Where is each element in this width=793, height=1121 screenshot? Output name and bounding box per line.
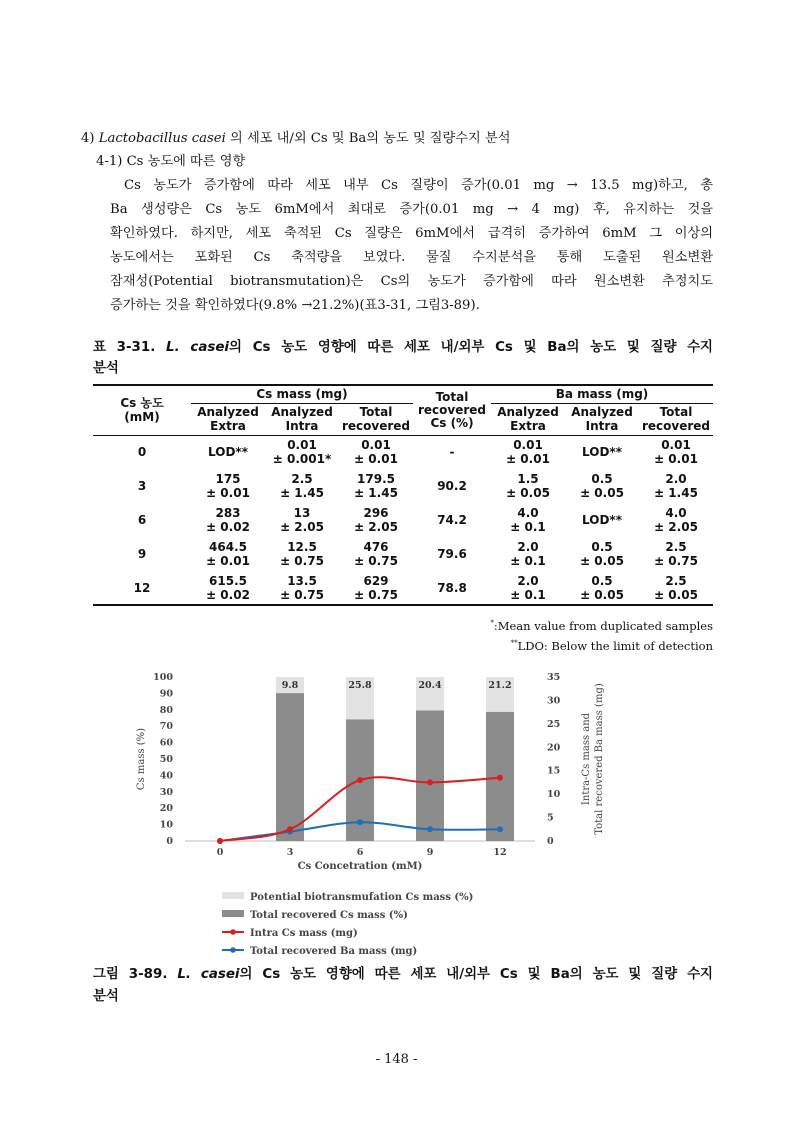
cell-cs-intra: 0.01 ± 0.001* bbox=[272, 438, 332, 467]
cell-conc: 6 bbox=[137, 513, 147, 527]
y-tick-label: 10 bbox=[159, 819, 173, 831]
table-row bbox=[93, 537, 713, 571]
cell-ba-intra: LOD** bbox=[582, 445, 622, 460]
cell-ba-extra: 2.0 ± 0.1 bbox=[510, 540, 546, 568]
header-total-recovered-cs: Total recovered Cs (%) bbox=[413, 385, 491, 435]
cell-ba-total: 2.5 ± 0.75 bbox=[654, 540, 698, 568]
cell-cs-total: 629 ± 0.75 bbox=[339, 571, 413, 605]
y-axis-title: Cs mass (%) bbox=[136, 727, 147, 791]
cell-pct: - bbox=[449, 445, 455, 460]
y-tick-label: 0 bbox=[166, 836, 173, 847]
cell-pct: 78.8 bbox=[413, 571, 491, 605]
legend-label: Total recovered Ba mass (mg) bbox=[250, 946, 418, 957]
section-heading-number: 4) bbox=[81, 131, 95, 146]
x-tick-label: 6 bbox=[356, 847, 364, 858]
bar-data-label: 25.8 bbox=[348, 680, 372, 691]
y2-tick-label: 10 bbox=[547, 789, 561, 801]
point-intra-cs bbox=[497, 775, 503, 781]
cell-pct: 90.2 bbox=[437, 479, 467, 493]
cell-cs-intra: 13.5 ± 0.75 bbox=[265, 571, 339, 605]
table-note-2-mark: ** bbox=[510, 639, 518, 647]
table-caption-line-2: 분석 bbox=[93, 361, 119, 376]
cell-ba-total: 4.0 ± 2.05 bbox=[654, 506, 698, 534]
cell-cs-intra: 2.5 ± 1.45 bbox=[280, 472, 324, 500]
cell-conc: 9 bbox=[137, 547, 147, 561]
point-ba bbox=[357, 819, 363, 825]
legend-label: Intra Cs mass (mg) bbox=[250, 928, 358, 939]
header-cs-analyzed-extra: Analyzed Extra bbox=[191, 403, 265, 435]
cell-ba-total: 2.5 ± 0.05 bbox=[639, 571, 713, 605]
table-caption-species: L. casei bbox=[166, 340, 230, 355]
y2-tick-label: 15 bbox=[547, 765, 561, 777]
figure-caption-line-2: 분석 bbox=[93, 989, 119, 1004]
point-intra-cs bbox=[217, 838, 223, 844]
figure-caption-species: L. casei bbox=[177, 967, 240, 982]
table-note-1-mark: * bbox=[490, 619, 494, 627]
point-ba bbox=[427, 826, 433, 832]
table-note-2 bbox=[511, 636, 713, 653]
paragraph-line-3: 확인하였다. 하지만, 세포 축적된 Cs 질량은 6mM에서 급격히 증가하여 6mM 그 이상의 bbox=[110, 226, 713, 241]
page-number: - 148 - bbox=[375, 1052, 418, 1067]
cell-ba-total: 2.0 ± 1.45 bbox=[654, 472, 698, 500]
header-ba-mass: Ba mass (mg) bbox=[491, 385, 713, 403]
cell-conc: 3 bbox=[137, 479, 147, 493]
table-row bbox=[93, 503, 713, 537]
bar-data-label: 9.8 bbox=[281, 680, 299, 691]
table-caption bbox=[93, 340, 713, 356]
y-tick-label: 50 bbox=[159, 754, 173, 765]
header-cs-concentration: Cs 농도 (mM) bbox=[93, 385, 191, 435]
point-ba bbox=[497, 826, 503, 832]
cell-cs-total: 476 ± 0.75 bbox=[354, 540, 398, 568]
cell-cs-intra: 13 ± 2.05 bbox=[280, 506, 324, 534]
cell-pct: 79.6 bbox=[437, 547, 467, 561]
cell-ba-extra: 0.01 ± 0.01 bbox=[506, 438, 550, 467]
x-axis-title: Cs Concetration (mM) bbox=[297, 861, 423, 872]
legend-swatch bbox=[222, 910, 244, 917]
paragraph-line-1: Cs 농도가 증가함에 따라 세포 내부 Cs 질량이 증가(0.01 mg → 13.5 mg)하고, 총 bbox=[124, 178, 713, 193]
table-note-2-text: LDO: Below the limit of detection bbox=[517, 638, 713, 653]
data-table bbox=[93, 384, 713, 606]
cell-cs-total: 179.5 ± 1.45 bbox=[354, 472, 398, 500]
legend-label: Total recovered Cs mass (%) bbox=[250, 910, 408, 921]
table-row bbox=[93, 435, 713, 469]
table-row bbox=[93, 469, 713, 503]
legend-swatch bbox=[222, 892, 244, 899]
y2-tick-label: 5 bbox=[547, 812, 554, 824]
y-tick-label: 90 bbox=[159, 688, 173, 700]
cell-conc: 12 bbox=[93, 571, 191, 605]
x-tick-label: 12 bbox=[493, 847, 507, 858]
y2-tick-label: 20 bbox=[547, 742, 561, 754]
cell-ba-extra: 4.0 ± 0.1 bbox=[510, 506, 546, 534]
point-intra-cs bbox=[287, 826, 293, 832]
y-tick-label: 40 bbox=[159, 770, 173, 782]
cell-pct: 74.2 bbox=[437, 513, 467, 527]
cell-ba-extra: 2.0 ± 0.1 bbox=[491, 571, 565, 605]
y2-tick-label: 35 bbox=[547, 672, 561, 683]
cell-conc: 0 bbox=[137, 445, 147, 460]
legend-marker bbox=[230, 947, 236, 953]
y-tick-label: 70 bbox=[159, 721, 173, 733]
combo-chart bbox=[0, 660, 793, 970]
legend-label: Potential biotransmufation Cs mass (%) bbox=[250, 892, 474, 903]
bar-data-label: 20.4 bbox=[418, 680, 442, 691]
header-cs-analyzed-intra: Analyzed Intra bbox=[265, 403, 339, 435]
section-heading-text: 의 세포 내/외 Cs 및 Ba의 농도 및 질량수지 분석 bbox=[230, 131, 511, 146]
cell-ba-intra: LOD** bbox=[582, 513, 622, 527]
table-row bbox=[93, 571, 713, 605]
section-heading-species: Lactobacillus casei bbox=[98, 131, 226, 146]
header-cs-total-recovered: Total recovered bbox=[339, 403, 413, 435]
y2-axis-title-line-1: Intra-Cs mass and bbox=[581, 712, 592, 806]
cell-ba-extra: 1.5 ± 0.05 bbox=[506, 472, 550, 500]
y-tick-label: 60 bbox=[159, 737, 173, 749]
table-note-1 bbox=[490, 616, 713, 633]
y2-axis-title-line-2: Total recovered Ba mass (mg) bbox=[594, 683, 605, 835]
cell-cs-total: 296 ± 2.05 bbox=[354, 506, 398, 534]
subheading: 4-1) Cs 농도에 따른 영향 bbox=[96, 154, 246, 169]
header-cs-mass: Cs mass (mg) bbox=[191, 385, 413, 403]
y-tick-label: 100 bbox=[153, 672, 173, 683]
x-tick-label: 3 bbox=[286, 847, 294, 858]
header-ba-total-recovered: Total recovered bbox=[639, 403, 713, 435]
paragraph-line-5: 잠재성(Potential biotransmutation)은 Cs의 농도가 증가함에 따라 원소변환 추정치도 bbox=[110, 274, 713, 289]
bar-total-recovered-cs bbox=[276, 693, 304, 841]
cell-ba-intra: 0.5 ± 0.05 bbox=[565, 571, 639, 605]
figure-caption-prefix: 그림 3-89. bbox=[93, 967, 178, 982]
cell-ba-intra: 0.5 ± 0.05 bbox=[580, 540, 624, 568]
bar-data-label: 21.2 bbox=[488, 680, 512, 691]
cell-cs-intra: 12.5 ± 0.75 bbox=[280, 540, 324, 568]
table-caption-text: 의 Cs 농도 영향에 따른 세포 내/외부 Cs 및 Ba의 농도 및 질량 수지 bbox=[229, 340, 713, 355]
legend-marker bbox=[230, 929, 236, 935]
x-tick-label: 9 bbox=[426, 847, 434, 858]
x-tick-label: 0 bbox=[216, 847, 224, 858]
figure-caption bbox=[93, 967, 713, 983]
cell-cs-extra: 615.5 ± 0.02 bbox=[191, 571, 265, 605]
point-intra-cs bbox=[357, 777, 363, 783]
table-caption-prefix: 표 3-31. bbox=[93, 340, 167, 355]
cell-cs-extra: 283 ± 0.02 bbox=[206, 506, 250, 534]
bar-total-recovered-cs bbox=[416, 710, 444, 841]
cell-ba-total: 0.01 ± 0.01 bbox=[654, 438, 698, 467]
cell-cs-extra: 175 ± 0.01 bbox=[206, 472, 250, 500]
y2-tick-label: 0 bbox=[547, 836, 554, 847]
table-note-1-text: :Mean value from duplicated samples bbox=[493, 618, 713, 633]
y2-tick-label: 30 bbox=[547, 695, 561, 707]
header-ba-analyzed-intra: Analyzed Intra bbox=[565, 403, 639, 435]
header-ba-analyzed-extra: Analyzed Extra bbox=[491, 403, 565, 435]
paragraph-line-4: 농도에서는 포화된 Cs 축적량을 보였다. 물질 수지분석을 통해 도출된 원소변환 bbox=[110, 250, 713, 265]
cell-cs-extra: LOD** bbox=[208, 445, 248, 460]
y-tick-label: 30 bbox=[159, 786, 173, 798]
y2-tick-label: 25 bbox=[547, 718, 561, 730]
point-intra-cs bbox=[427, 779, 433, 785]
paragraph-line-2: Ba 생성량은 Cs 농도 6mM에서 최대로 증가(0.01 mg → 4 mg) 후, 유지하는 것을 bbox=[110, 202, 713, 217]
cell-ba-intra: 0.5 ± 0.05 bbox=[580, 472, 624, 500]
paragraph-line-6: 증가하는 것을 확인하였다(9.8% →21.2%)(표3-31, 그림3-89). bbox=[110, 298, 480, 313]
figure-caption-text: 의 Cs 농도 영향에 따른 세포 내/외부 Cs 및 Ba의 농도 및 질량 수지 bbox=[239, 967, 713, 982]
cell-cs-extra: 464.5 ± 0.01 bbox=[206, 540, 250, 568]
y-tick-label: 20 bbox=[159, 803, 173, 815]
section-heading bbox=[81, 131, 510, 147]
y-tick-label: 80 bbox=[159, 704, 173, 716]
cell-cs-total: 0.01 ± 0.01 bbox=[354, 438, 398, 467]
